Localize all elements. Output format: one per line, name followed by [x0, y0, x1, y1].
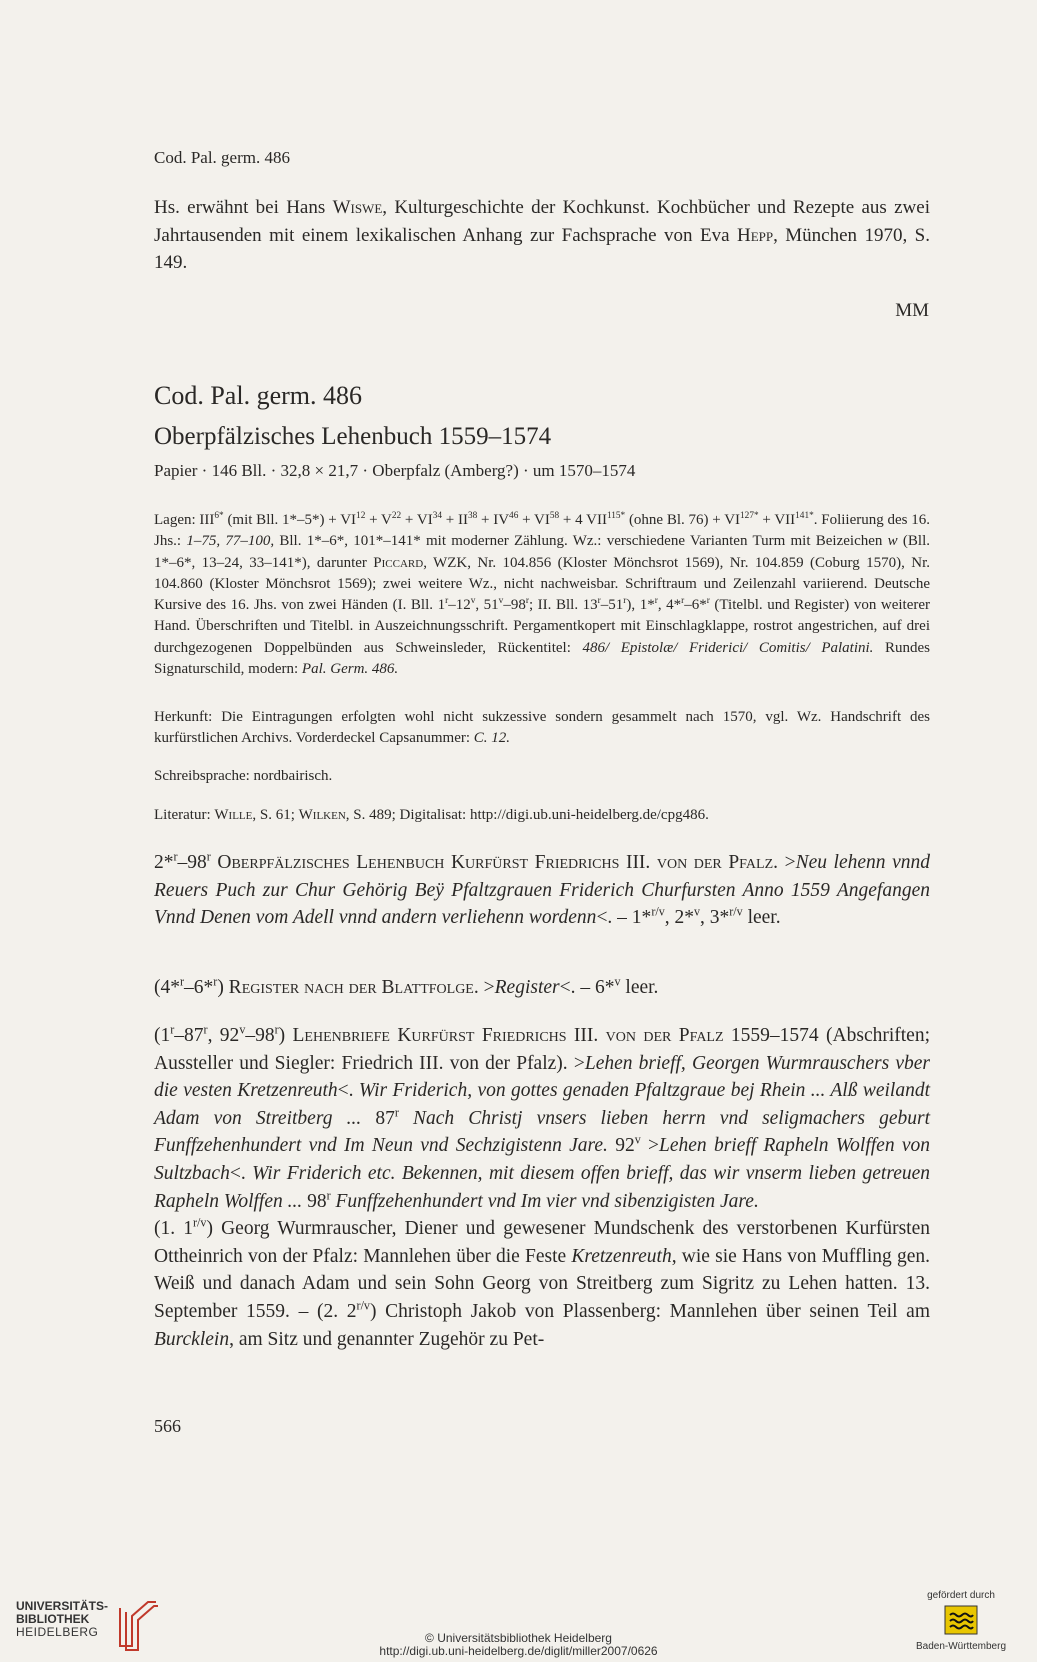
sponsor-block: gefördert durch Baden-Württemberg: [915, 1590, 1007, 1652]
author-initials: MM: [895, 300, 929, 321]
page-subtitle: Oberpfälzisches Lehenbuch 1559–1574: [154, 423, 552, 450]
lagen-paragraph: Lagen: $III^{6*}$ (mit Bll. $1*-5*) + VI^{12} + V^{22} + VI^{34} + II^{38} + IV^{46} + VI^{58} + 4$ $VII^{115*}$ (ohne Bl. $76) + VI^{127*} + VII^{141*}$. Foliierung des 16. Jhs.: 1–75, 77–100, Bll. 1*–6*, 101*–141* mit moderner Zählung. Wz.: verschiedene Varianten Turm mit Beizeichen w (Bll. 1*–6*, 13–24, 33–141*), darunter Piccard, WZK, Nr. 104.856 (Kloster Mönchsrot 1569), Nr. 104.859 (Coburg 1570), Nr. 104.860 (Kloster Mönchsrot 1569); zwei weitere Wz., nicht nachweisbar. Schriftraum und Zeilenzahl variierend. Deutsche Kursive des 16. Jhs. von zwei Händen (I. Bll. 1$^r$–12$^v$, 51$^v$–98$^r$; II. Bll. 13$^r$–51$^r$), 1*$^r$, 4*$^r$–6*$^r$ (Titelbl. und Register) von weiterer Hand. Überschriften und Titelbl. in Auszeichnungsschrift. Pergamentkopert mit Einschlagklappe, rostrot angestrichen, auf drei durchgezogenen Doppelbünden aus Schweinsleder, Rückentitel: 486/ Epistolæ/ Friderici/ Comitis/ Palatini. Rundes Signaturschild, modern: Pal. Germ. 486.: [154, 511, 931, 678]
copyright-notice: © Universitätsbibliothek Heidelberg http://digi.ub.uni-heidelberg.de/diglit/miller2007/0626: [0, 1632, 1037, 1658]
author-hepp: Hepp: [736, 224, 774, 246]
literatur-line: Literatur: Wille, S. 61; Wilken, S. 489; Digitalisat: http://digi.ub.uni-heidelberg.de/cpg486.: [154, 807, 709, 823]
page-title: Cod. Pal. germ. 486: [154, 381, 362, 410]
schreibsprache-line: Schreibsprache: nordbairisch.: [154, 768, 333, 784]
digitization-url-link[interactable]: http://digi.ub.uni-heidelberg.de/diglit/miller2007/0626: [379, 1644, 658, 1658]
author-wiswe: Wiswe: [332, 197, 383, 218]
page-number: 566: [154, 1416, 181, 1436]
running-head: Cod. Pal. germ. 486: [154, 148, 290, 167]
entry-title-page: 2*$^r$–98$^r$ Oberpfälzisches Lehenbuch Kurfürst Friedrichs III. von der Pfalz. >Neu lehenn vnnd Reuers Puch zur Chur Gehörig Beÿ Pfaltzgrauen Friderich Churfursten Anno 1559 Angefangen Vnnd Denen vom Adell vnnd andern verliehenn wordenn<. – 1*$^{r/v}$, 2*$^v$, 3*$^{r/v}$ leer.: [154, 849, 931, 929]
entry-register: (4*$^r$–6*$^r$) Register nach der Blattfolge. >Register<. – 6*$^v$ leer.: [154, 974, 659, 998]
entry-lehenbriefe: [154, 1022, 930, 1353]
codex-meta-line: Papier · 146 Bll. · 32,8 × 21,7 · Oberpfalz (Amberg?) · um 1570–1574: [154, 461, 636, 480]
library-logo-text[interactable]: UNIVERSITÄTS- BIBLIOTHEK HEIDELBERG: [16, 1599, 109, 1639]
digitization-footer: [0, 1580, 1037, 1662]
herkunft-paragraph: Herkunft: Die Eintragungen erfolgten wohl nicht sukzessive sondern gesammelt nach 1570, vgl. Wz. Handschrift des kurfürstlichen Archivs. Vorderdeckel Capsanummer: C. 12.: [154, 709, 930, 747]
baden-wuerttemberg-crest-icon: [944, 1605, 978, 1635]
entry-lehenbriefe-description: (1$^r$–87$^r$, 92$^v$–98$^r$) Lehenbriefe Kurfürst Friedrichs III. von der Pfalz 1559–1574 (Abschriften; Aussteller und Siegler: Friedrich III. von der Pfalz). >Lehen brieff, Georgen Wurmrauschers vber die vesten Kretzenreuth<. Wir Friderich, von gottes genaden Pfaltzgraue bej Rhein ... Alß weilandt Adam von Streitberg ... 87$^r$ Nach Christj vnsers lieben herrn vnd seligmachers geburt Funffzehenhundert vnd Im Neun vnd Sechzigistenn Jare. $92^v$ >Lehen brieff Rapheln Wolffen von Sultzbach<. Wir Friderich etc. Bekennen, mit diesem offen brieff, das wir vnserm lieben getreuen Rapheln Wolffen ... 98$^r$ Funffzehenhundert vnd Im vier vnd sibenzigisten Jare.: [154, 1022, 931, 1212]
intro-paragraph: Hs. erwähnt bei Hans Wiswe, Kulturgeschichte der Kochkunst. Kochbücher und Rezepte aus zwei Jahrtausenden mit einem lexikalischen Anhang zur Fachsprache von Eva Hepp, München 1970, S. 149.: [154, 197, 930, 273]
entry-lehenbriefe-items: (1. $1^{r/v}$) Georg Wurmrauscher, Diener und gewesener Mundschenk des verstorbenen Kurfürsten Ottheinrich von der Pfalz: Mannlehen über die Feste Kretzenreuth, wie sie Hans von Muffling gen. Weiß und danach Adam und sein Sohn Georg von Streitberg zum Sigritz zu Lehen hatten. 13. September 1559. – (2. $2^{r/v}$) Christoph Jakob von Plassenberg: Mannlehen über seinen Teil am Burcklein, am Sitz und genannter Zugehör zu Pet-: [154, 1215, 931, 1350]
